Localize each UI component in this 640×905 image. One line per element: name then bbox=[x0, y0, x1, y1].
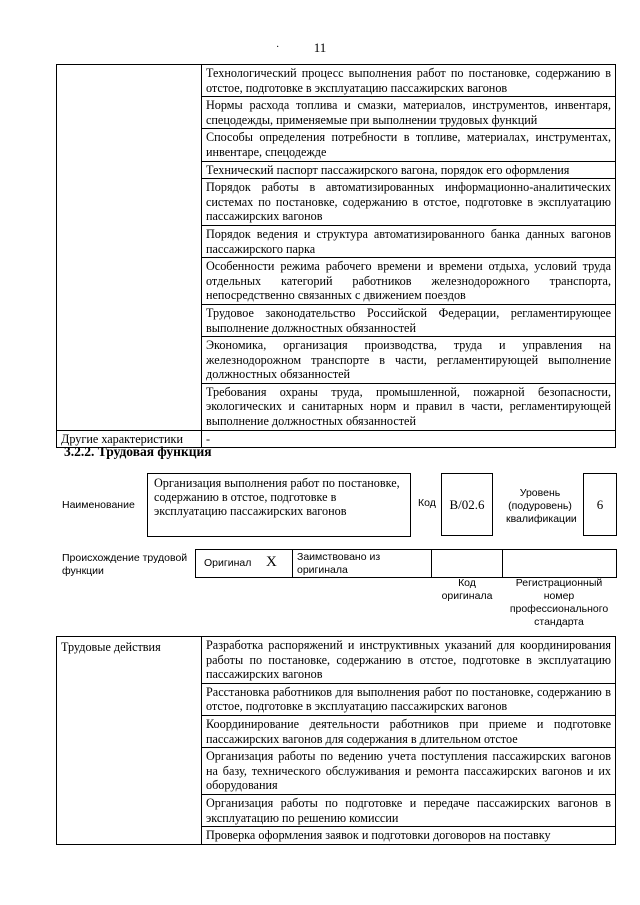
function-name-box: Организация выполнения работ по постановке, содержанию в отстое, подготовке в эксплуатацию пассажирских вагонов bbox=[147, 473, 411, 537]
table-cell: Технический паспорт пассажирского вагона, порядок его оформления bbox=[202, 161, 616, 179]
level-label: Уровень (подуровень) квалификации bbox=[506, 487, 577, 525]
table-cell: Трудовое законодательство Российской Федерации, регламентирующее выполнение должностных обязанностей bbox=[202, 304, 616, 336]
table-cell: Технологический процесс выполнения работ по постановке, содержанию в отстое, подготовке в эксплуатацию пассажирских вагонов bbox=[202, 65, 616, 97]
name-label: Наименование bbox=[62, 499, 135, 511]
labor-actions-label: Трудовые действия bbox=[57, 637, 202, 845]
table-cell: Особенности режима рабочего времени и времени отдыха, условий труда отдельных категорий работников железнодорожного транспорта, непосредственно связанных с движением поездов bbox=[202, 258, 616, 305]
borrowed-box bbox=[292, 549, 432, 578]
page-number: 11 bbox=[313, 40, 327, 55]
table-cell: Способы определения потребности в топливе, материалах, инструментах, инвентаре, спецодежде bbox=[202, 129, 616, 161]
code-label: Код bbox=[418, 497, 436, 509]
original-box bbox=[195, 549, 293, 578]
level-value-box: 6 bbox=[583, 473, 617, 536]
original-label: Оригинал bbox=[204, 557, 252, 569]
table-cell: Координирование деятельности работников при приеме и подготовке пассажирских вагонов для содержания в длительном отстое bbox=[202, 715, 616, 747]
table-cell: Требования охраны труда, промышленной, пожарной безопасности, экологических и санитарных норм и правил в части, регламентирующей выполнение должностных обязанностей bbox=[202, 383, 616, 430]
original-mark: X bbox=[266, 554, 277, 570]
other-characteristics-label: Другие характеристики bbox=[57, 430, 202, 448]
code-original-box bbox=[431, 549, 503, 578]
table-cell: Разработка распоряжений и инструктивных указаний для координирования работы по постановке, содержанию в отстое, подготовке в эксплуатацию пассажирских вагонов bbox=[202, 637, 616, 684]
table-cell: Порядок работы в автоматизированных информационно-аналитических системах по постановке, содержанию в отстое, подготовке в эксплуатацию пассажирских вагонов bbox=[202, 179, 616, 226]
table-cell: Экономика, организация производства, труда и управления на железнодорожном транспорте в части, регламентирующей выполнение должностных обязанностей bbox=[202, 337, 616, 384]
section-title: 3.2.2. Трудовая функция bbox=[64, 444, 212, 459]
knowledge-table bbox=[56, 64, 616, 448]
code-original-label: Код оригинала bbox=[441, 577, 493, 602]
table-label-cell bbox=[57, 65, 202, 431]
other-characteristics-value: - bbox=[202, 430, 616, 448]
table-cell: Проверка оформления заявок и подготовки договоров на поставку bbox=[202, 827, 616, 845]
page-dot: · bbox=[276, 42, 280, 53]
labor-actions-table bbox=[56, 636, 616, 845]
table-cell: Нормы расхода топлива и смазки, материалов, инструментов, инвентаря, спецодежды, применяемые при выполнении трудовых функций bbox=[202, 97, 616, 129]
borrowed-label: Заимствовано из оригинала bbox=[297, 551, 381, 576]
origin-label: Происхождение трудовой функции bbox=[62, 552, 188, 577]
reg-number-label: Регистрационный номер профессионального стандарта bbox=[509, 577, 609, 628]
reg-number-box bbox=[502, 549, 617, 578]
table-cell: Организация работы по ведению учета поступления пассажирских вагонов на базу, технического обслуживания и ремонта пассажирских вагонов и их оборудования bbox=[202, 748, 616, 795]
code-value-box: B/02.6 bbox=[441, 473, 493, 536]
table-cell: Расстановка работников для выполнения работ по постановке, содержанию в отстое, подготовке в эксплуатацию пассажирских вагонов bbox=[202, 683, 616, 715]
table-cell: Порядок ведения и структура автоматизированного банка данных вагонов пассажирского парка bbox=[202, 225, 616, 257]
table-row bbox=[57, 637, 616, 684]
table-row bbox=[57, 65, 616, 97]
table-cell: Организация работы по подготовке и передаче пассажирских вагонов в эксплуатацию по решению комиссии bbox=[202, 794, 616, 826]
